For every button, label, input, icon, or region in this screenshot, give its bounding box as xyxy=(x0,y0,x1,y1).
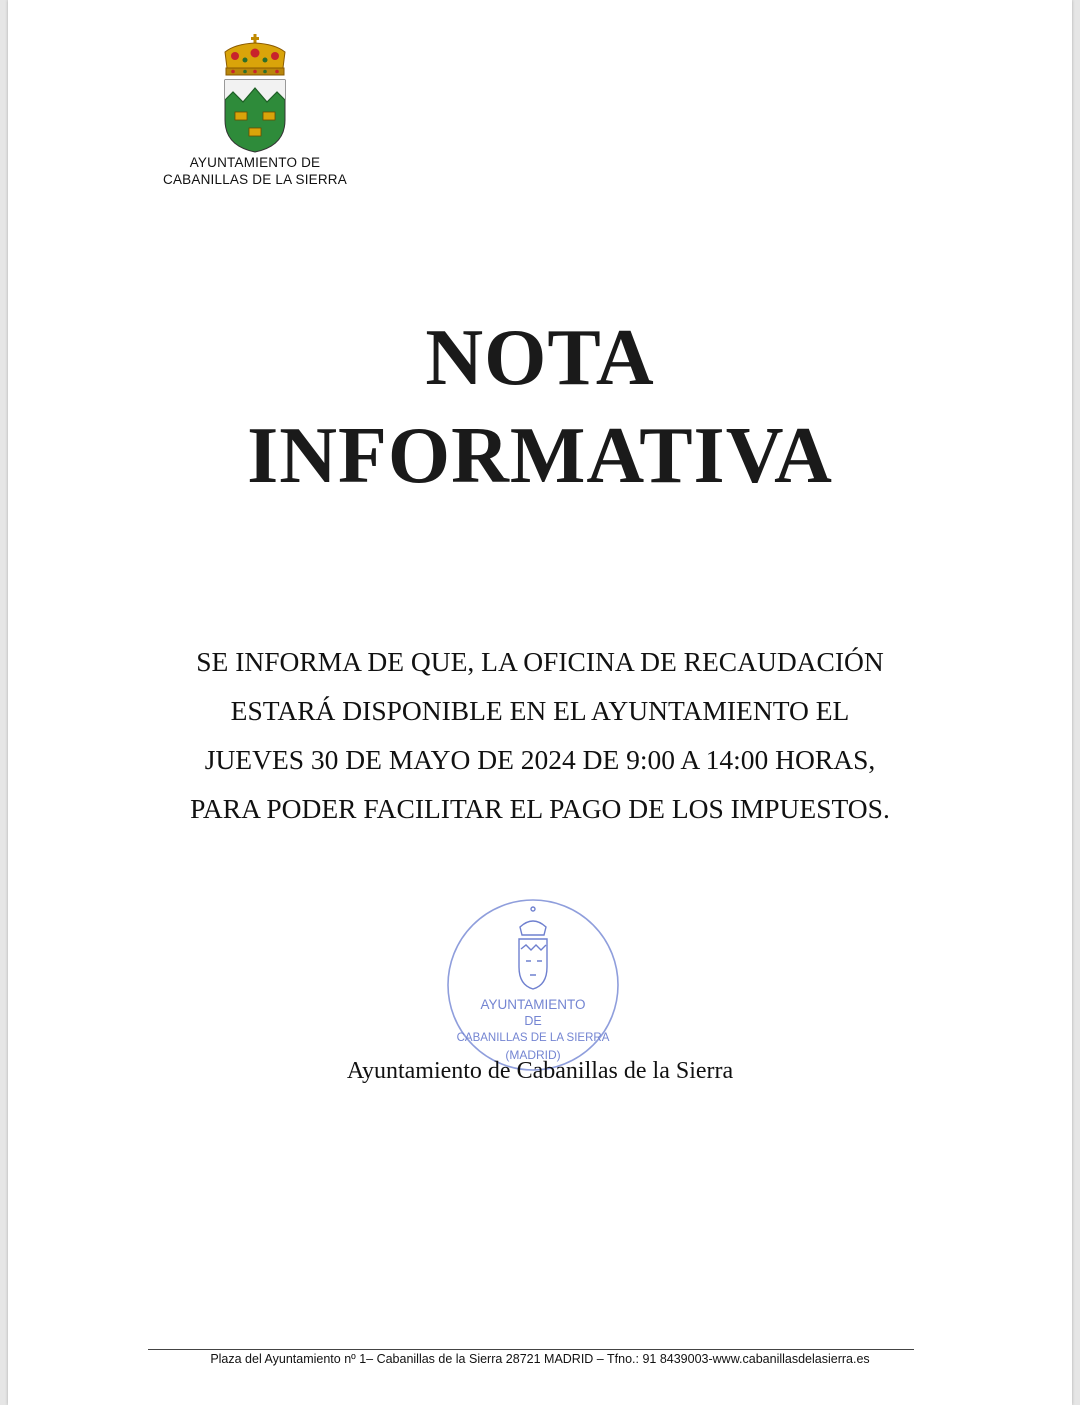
footer-divider xyxy=(148,1349,914,1350)
stamp-line-1: AYUNTAMIENTO xyxy=(480,997,586,1012)
notice-body xyxy=(8,642,1072,838)
notice-line-1: SE INFORMA DE QUE, LA OFICINA DE RECAUDACIÓN xyxy=(196,646,884,677)
signature: Ayuntamiento de Cabanillas de la Sierra xyxy=(346,1058,734,1084)
stamp-ring xyxy=(448,900,618,1070)
stamp-line-2: DE xyxy=(524,1014,542,1028)
title-line-2: INFORMATIVA xyxy=(247,412,833,500)
stamp-line-3: CABANILLAS DE LA SIERRA xyxy=(456,1032,610,1044)
notice-line-4: PARA PODER FACILITAR EL PAGO DE LOS IMPUESTOS. xyxy=(190,793,890,824)
notice-line-2: ESTARÁ DISPONIBLE EN EL AYUNTAMIENTO EL xyxy=(230,695,850,726)
official-stamp xyxy=(440,895,626,1071)
coat-of-arms-icon xyxy=(221,34,289,154)
municipality-line-2: CABANILLAS DE LA SIERRA xyxy=(163,172,347,187)
notice-line-3: JUEVES 30 DE MAYO DE 2024 DE 9:00 A 14:00 HORAS, xyxy=(204,744,876,775)
document-page xyxy=(8,0,1072,1405)
stamp-crest-icon xyxy=(519,907,547,989)
title-line-1: NOTA xyxy=(425,314,655,402)
letterhead xyxy=(150,34,360,188)
stamp-line-4: (MADRID) xyxy=(505,1048,561,1062)
footer-address: Plaza del Ayuntamiento nº 1– Cabanillas de la Sierra 28721 MADRID – Tfno.: 91 8439003-www.cabanillasdelasierra.es xyxy=(210,1352,870,1366)
municipality-line-1: AYUNTAMIENTO DE xyxy=(189,155,321,170)
